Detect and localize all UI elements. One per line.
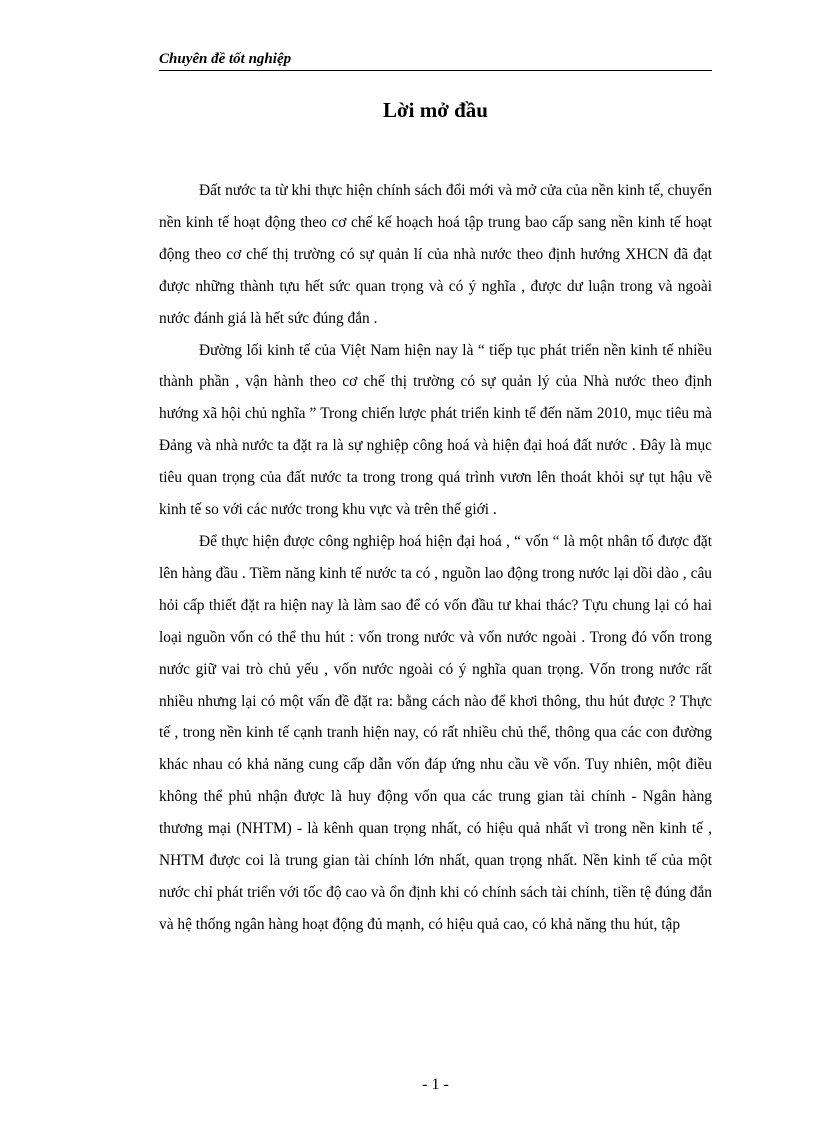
paragraph-1: Đất nước ta từ khi thực hiện chính sách đổi mới và mở cửa của nền kinh tế, chuyển nền kinh tế hoạt động theo cơ chế kế hoạch hoá tập trung bao cấp sang nền kinh tế hoạt động theo cơ chế thị trường có sự quản lí của nhà nước theo định hướng XHCN đã đạt được những thành tựu hết sức quan trọng và có ý nghĩa , được dư luận trong và ngoài nước đánh giá là hết sức đúng đắn . — [159, 182, 712, 327]
page-title: Lời mở đầu — [383, 98, 488, 122]
running-header — [159, 50, 712, 71]
paragraph-2: Đường lối kinh tế của Việt Nam hiện nay là “ tiếp tục phát triển nền kinh tế nhiều thành phần , vận hành theo cơ chế thị trường có sự quản lý của Nhà nước theo định hướng xã hội chủ nghĩa ” Trong chiến lược phát triển kinh tế đến năm 2010, mục tiêu mà Đảng và nhà nước ta đặt ra là sự nghiệp công hoá và hiện đại hoá đất nước . Đây là mục tiêu quan trọng của đất nước ta trong trong quá trình vươn lên thoát khỏi sự tụt hậu về kinh tế so với các nước trong khu vực và trên thế giới . — [159, 341, 712, 519]
header-title: Chuyên đề tốt nghiệp — [159, 51, 292, 67]
document-body — [159, 175, 712, 941]
page-number: - 1 - — [422, 1076, 449, 1093]
paragraph-3: Để thực hiện được công nghiệp hoá hiện đại hoá , “ vốn “ là một nhân tố được đặt lên hàng đầu . Tiềm năng kinh tế nước ta có , nguồn lao động trong nước lại dồi dào , câu hỏi cấp thiết đặt ra hiện nay là làm sao để có vốn đầu tư khai thác? Tựu chung lại có hai loại nguồn vốn có thể thu hút : vốn trong nước và vốn nước ngoài . Trong đó vốn trong nước giữ vai trò chủ yếu , vốn nước ngoài có ý nghĩa quan trọng. Vốn trong nước rất nhiều nhưng lại có một vấn đề đặt ra: bằng cách nào để khơi thông, thu hút được ? Thực tế , trong nền kinh tế cạnh tranh hiện nay, có rất nhiều chủ thể, thông qua các con đường khác nhau có khả năng cung cấp dẫn vốn đáp ứng nhu cầu về vốn. Tuy nhiên, một điều không thể phủ nhận được là huy động vốn qua các trung gian tài chính - Ngân hàng thương mại (NHTM) - là kênh quan trọng nhất, có hiệu quả nhất vì trong nền kinh tế , NHTM được coi là trung gian tài chính lớn nhất, quan trọng nhất. Nền kinh tế của một nước chỉ phát triển với tốc độ cao và ổn định khi có chính sách tài chính, tiền tệ đúng đắn và hệ thống ngân hàng hoạt động đủ mạnh, có hiệu quả cao, có khả năng thu hút, tập — [159, 532, 712, 933]
